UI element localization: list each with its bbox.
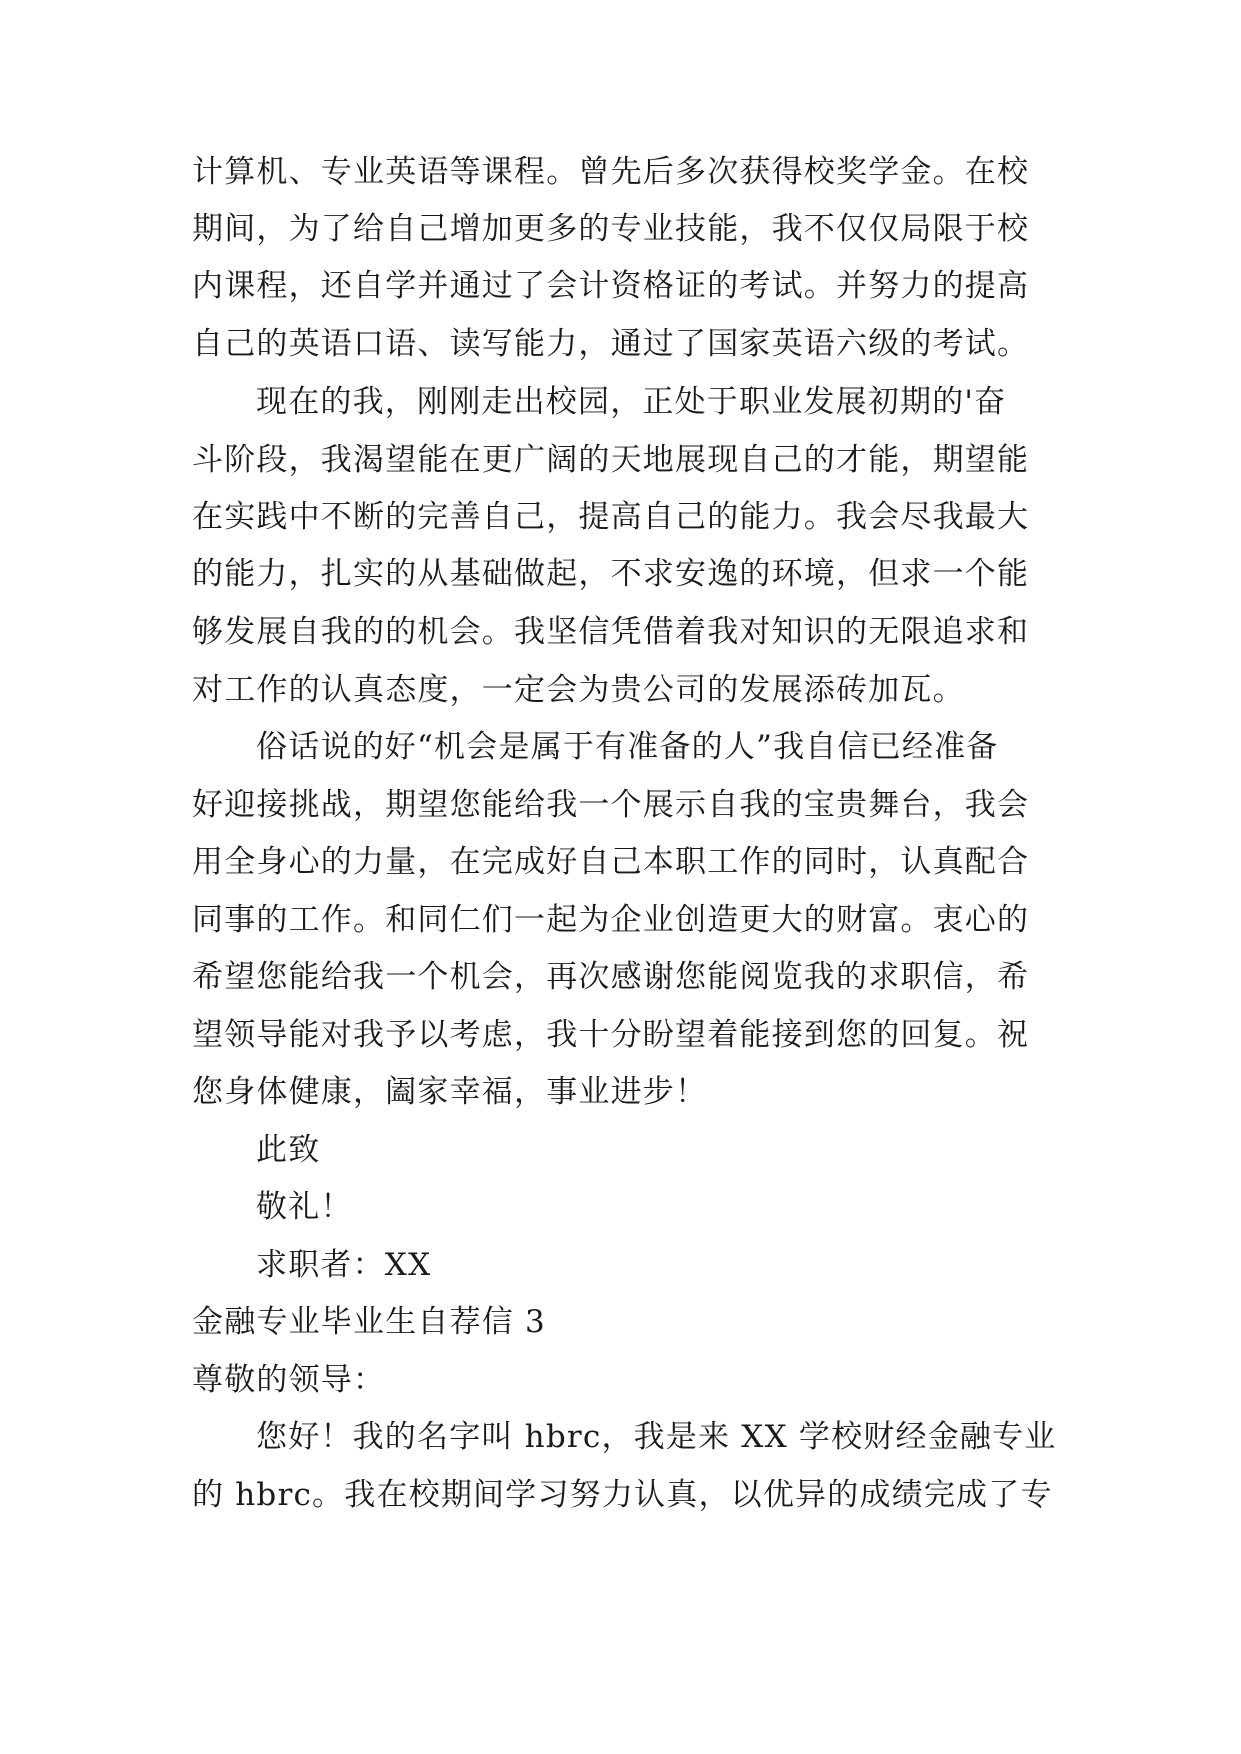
text-line: 计算机、专业英语等课程。曾先后多次获得校奖学金。在校 — [192, 154, 1030, 190]
closing-line: 此致 — [256, 1132, 321, 1168]
paragraph-start-line: 俗话说的好“机会是属于有准备的人”我自信已经准备 — [256, 729, 999, 765]
section-title: 金融专业毕业生自荐信 3 — [192, 1304, 546, 1340]
text-line: 期间，为了给自己增加更多的专业技能，我不仅仅局限于校 — [192, 211, 1030, 247]
text-line: 您身体健康，阖家幸福，事业进步！ — [192, 1074, 708, 1110]
text-line: 内课程，还自学并通过了会计资格证的考试。并努力的提高 — [192, 268, 1030, 304]
signature-line: 求职者：XX — [256, 1247, 432, 1283]
greeting-line: 尊敬的领导： — [192, 1362, 386, 1398]
text-line: 在实践中不断的完善自己，提高自己的能力。我会尽我最大 — [192, 499, 1030, 535]
paragraph-start-line: 您好！我的名字叫 hbrc，我是来 XX 学校财经金融专业 — [256, 1419, 1057, 1455]
text-line: 望领导能对我予以考虑，我十分盼望着能接到您的回复。祝 — [192, 1017, 1030, 1053]
text-line: 的能力，扎实的从基础做起，不求安逸的环境，但求一个能 — [192, 556, 1030, 592]
text-line: 希望您能给我一个机会，再次感谢您能阅览我的求职信，希 — [192, 959, 1030, 995]
text-line: 自己的英语口语、读写能力，通过了国家英语六级的考试。 — [192, 326, 1030, 362]
text-line: 对工作的认真态度，一定会为贵公司的发展添砖加瓦。 — [192, 672, 965, 708]
text-line: 够发展自我的的机会。我坚信凭借着我对知识的无限追求和 — [192, 614, 1030, 650]
salutation-line: 敬礼！ — [256, 1189, 353, 1225]
text-line: 同事的工作。和同仁们一起为企业创造更大的财富。衷心的 — [192, 902, 1030, 938]
text-line: 的 hbrc。我在校期间学习努力认真，以优异的成绩完成了专 — [192, 1477, 1053, 1513]
paragraph-start-line: 现在的我，刚刚走出校园，正处于职业发展初期的'奋 — [256, 384, 1007, 420]
text-line: 好迎接挑战，期望您能给我一个展示自我的宝贵舞台，我会 — [192, 787, 1030, 823]
text-line: 用全身心的力量，在完成好自己本职工作的同时，认真配合 — [192, 844, 1030, 880]
text-line: 斗阶段，我渴望能在更广阔的天地展现自己的才能，期望能 — [192, 442, 1030, 478]
